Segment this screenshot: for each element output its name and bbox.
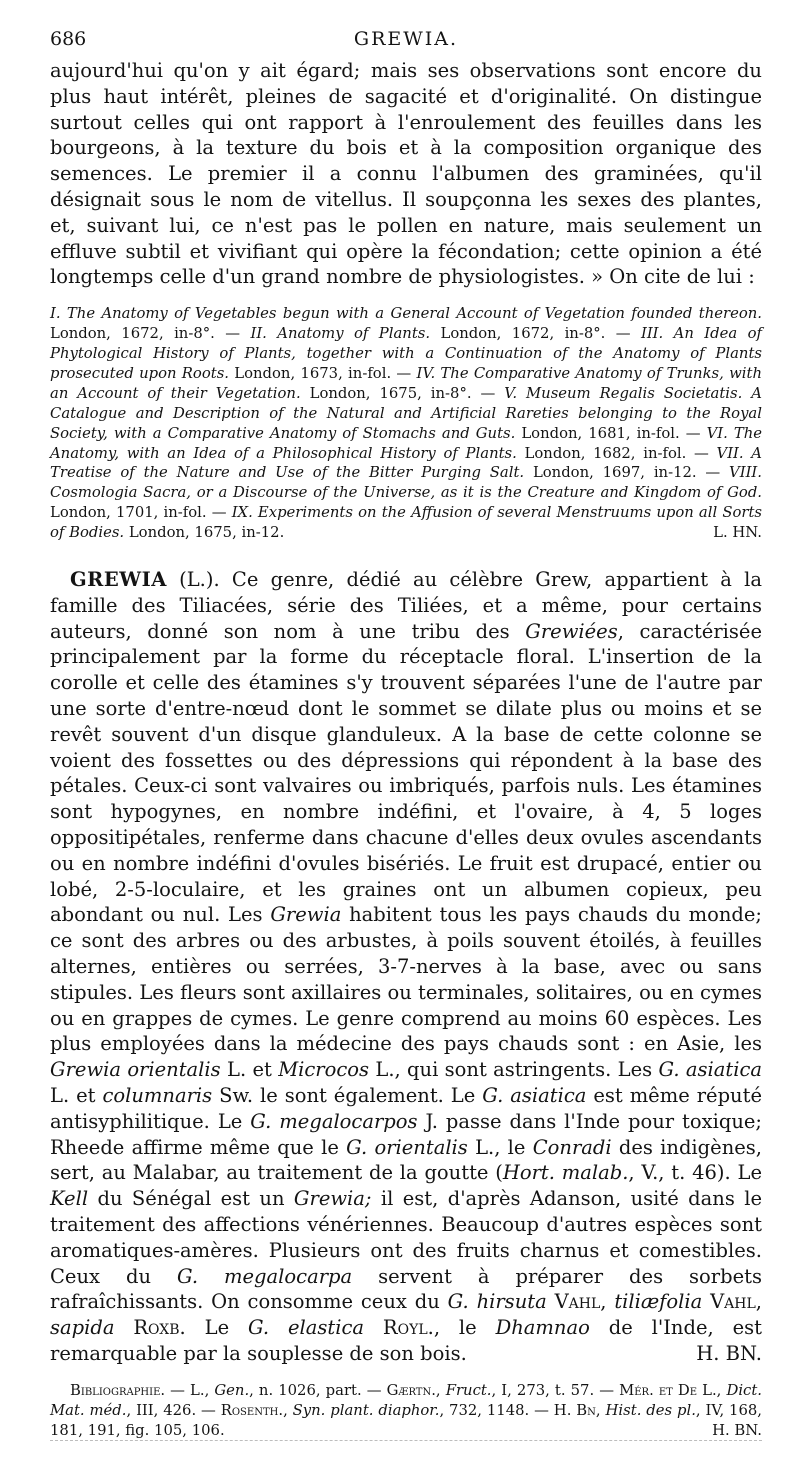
taxon-name: G. megalocarpos: [250, 1109, 418, 1133]
author-abbrev: Rosenth.: [220, 1401, 284, 1419]
citation-title: Hort. malab.: [502, 1161, 629, 1185]
taxon-name: Grewia: [270, 903, 342, 927]
taxon-name: G. megalocarpa: [176, 1264, 353, 1288]
text-run: L., le: [467, 1135, 533, 1159]
text-run: , III, 426. —: [126, 1401, 221, 1419]
citation-title: Dict. Mat. méd.: [50, 1381, 762, 1419]
work-title: IX. Experiments on the Affusion of several Menstruums upon all Sorts of Bodies.: [50, 504, 763, 542]
intro-paragraph: aujourd'hui qu'on y ait égard; mais ses observations sont encore du plus haut intérêt, pleines de sagacité et d'originalité. On distingue surtout celles qui ont rapport à l'enroulement des feuilles dans les bourgeons, à la texture du bois et à la composition organique des semences. Le premier il a connu l'albumen des graminées, qu'il désignait sous le nom de vitellus. Il soupçonna les sexes des plantes, et, suivant lui, ce n'est pas le pollen en nature, mais seulement un effluve subtil et vivifiant qui opère la fécondation; cette opinion a été longtemps celle d'un grand nombre de physiologistes. » On cite de lui :: [50, 59, 762, 289]
work-imprint: London, 1697, in-12. —: [524, 464, 730, 482]
text-run: , 732, 1148. — H.: [439, 1401, 577, 1419]
author-abbrev: Bn: [576, 1401, 596, 1419]
author-abbrev: Gærtn.: [386, 1381, 436, 1399]
text-run: , I, 273, t. 57. —: [491, 1381, 620, 1399]
text-run: , V., t. 46). Le: [628, 1161, 762, 1185]
article-grewia: [50, 567, 762, 1367]
text-run: ,: [283, 1401, 293, 1419]
work-title: VI. The Anatomy, with an Idea of a Philosophical History of Plants.: [50, 424, 762, 462]
article-headword: GREWIA: [70, 568, 167, 592]
text-run: Sw. le sont également. Le: [212, 1083, 483, 1107]
work-imprint: London, 1701, in-fol. —: [50, 504, 232, 522]
text-run: est même réputé antisyphilitique. Le: [50, 1083, 762, 1133]
author-abbrev: Roxb.: [114, 1316, 186, 1340]
running-title: GREWIA.: [353, 28, 459, 50]
taxon-name: Grewia orientalis: [50, 1058, 221, 1082]
taxon-name: G. elastica: [248, 1316, 365, 1340]
text-run: des indigènes, sert, au Malabar, au traitement de la goutte (: [50, 1135, 762, 1185]
text-run: L. et: [220, 1058, 279, 1082]
work-title: II. Anatomy of Plants.: [250, 325, 431, 343]
work-imprint: London, 1672, in-8°. —: [50, 325, 251, 343]
works-list: [50, 304, 762, 543]
work-imprint: London, 1675, in-8°. —: [300, 384, 505, 402]
text-run: ,: [716, 1381, 727, 1399]
citation-title: Gen.: [214, 1381, 250, 1399]
taxon-name: columnaris: [102, 1083, 213, 1107]
taxon-name: G. asiatica: [482, 1083, 587, 1107]
taxon-name: Grewia;: [293, 1187, 372, 1211]
works-list-text: [50, 304, 762, 543]
text-run: Le: [185, 1316, 249, 1340]
text-run: L., qui sont astringents. Les: [369, 1058, 659, 1082]
taxon-name: G. orientalis: [346, 1135, 468, 1159]
author-abbrev: Vahl,: [546, 1290, 615, 1314]
taxon-name: Dhamnao: [495, 1316, 590, 1340]
text-run: , n. 1026, part. —: [249, 1381, 387, 1399]
taxon-name: tiliæfolia: [614, 1290, 703, 1314]
citation-title: Fruct.: [445, 1381, 492, 1399]
citation-title: Syn. plant. diaphor.: [292, 1401, 440, 1419]
work-imprint: London, 1675, in-12.: [124, 524, 285, 542]
author-signature: L. HN.: [713, 524, 762, 542]
running-head: [50, 28, 762, 58]
text-run: ,: [595, 1401, 606, 1419]
taxon-name: Kell: [50, 1187, 89, 1211]
taxon-name: Microcos: [278, 1058, 370, 1082]
text-run: — L.,: [165, 1381, 215, 1399]
work-imprint: London, 1681, in-fol. —: [515, 424, 707, 442]
author-abbrev: Vahl,: [702, 1290, 762, 1314]
bibliography-label: Bibliographie.: [70, 1381, 166, 1399]
taxon-name: Grewiées: [525, 619, 618, 643]
text-run: L. et: [50, 1083, 103, 1107]
bottom-rule: [50, 1440, 762, 1441]
text-run: du Sénégal est un: [88, 1187, 294, 1211]
work-title: V. Museum Regalis Societatis. A Catalogue and Description of the Natural and Artificial Rareties belonging to the Royal Society, with a Comparative Anatomy of Stomachs and Guts.: [50, 384, 762, 442]
text-run: de l'Inde, est remarquable par la souplesse de son bois.: [50, 1316, 762, 1365]
text-run: (L.). Ce genre, dédié au célèbre Grew, appartient à la famille des Tiliacées, série des Tiliées, et a même, pour certains auteurs, donné son nom à une tribu des: [50, 568, 762, 643]
article-body: [50, 567, 762, 1367]
text-run: il est, d'après Adanson, usité dans le traitement des affections vénériennes. Beaucoup d'autres espèces sont aromatiques-amères. Plusieurs ont des fruits charnus et comestibles. Ceux du: [50, 1187, 762, 1288]
page-number: 686: [50, 28, 87, 50]
taxon-name: sapida: [50, 1316, 115, 1340]
work-title: VIII. Cosmologia Sacra, or a Discourse of the Universe, as it is the Creature and Kingdom of God.: [50, 464, 762, 502]
work-title: VII. A Treatise of the Nature and Use of the Bitter Purging Salt.: [50, 444, 762, 482]
author-signature: H. BN.: [712, 1421, 762, 1439]
citation-title: Hist. des pl.: [605, 1401, 696, 1419]
bibliography: [50, 1381, 762, 1441]
text-run: J. passe dans l'Inde pour toxique; Rheede affirme même que le: [50, 1109, 762, 1159]
author-abbrev: Mér. et De L.: [619, 1381, 717, 1399]
taxon-name: G. hirsuta: [447, 1290, 547, 1314]
taxon-name: G. asiatica: [658, 1058, 763, 1082]
text-run: habitent tous les pays chauds du monde; ce sont des arbres ou des arbustes, à poils souvent étoilés, à feuilles alternes, entières ou serrées, 3-7-nerves à la base, avec ou sans stipules. Les fleurs sont axillaires ou terminales, solitaires, ou en cymes ou en grappes de cymes. Le genre comprend au moins 60 espèces. Les plus employées dans la médecine des pays chauds sont : en Asie, les: [50, 903, 762, 1056]
author-signature: H. BN.: [696, 1341, 762, 1365]
work-title: I. The Anatomy of Vegetables begun with a General Account of Vegetation founded thereon.: [50, 305, 762, 323]
work-title: III. An Idea of Phytological History of Plants, together with a Continuation of the Anatomy of Plants prosecuted upon Roots.: [50, 325, 762, 382]
work-imprint: London, 1672, in-8°. —: [430, 325, 641, 343]
work-imprint: London, 1673, in-fol. —: [229, 364, 417, 382]
text-run: , IV, 168, 181, 191, fig. 105, 106.: [50, 1401, 762, 1439]
text-run: , le: [433, 1316, 496, 1340]
author-abbrev: Royl.: [364, 1316, 434, 1340]
text-run: servent à préparer des sorbets rafraîchissants. On consomme ceux du: [50, 1264, 762, 1314]
taxon-name: Conradi: [532, 1135, 612, 1159]
work-imprint: London, 1682, in-fol. —: [516, 444, 717, 462]
text-run: ,: [435, 1381, 446, 1399]
work-title: IV. The Comparative Anatomy of Trunks, with an Account of their Vegetation.: [50, 364, 763, 402]
bibliography-text: [50, 1381, 762, 1441]
text-run: , caractérisée principalement par la forme du réceptacle floral. L'insertion de la corolle et celle des étamines s'y trouvent séparées l'une de l'autre par une sorte d'entre-nœud dont le sommet se dilate plus ou moins et se revêt souvent d'un disque glanduleux. A la base de cette colonne se voient des fossettes ou des dépressions qui répondent à la base des pétales. Ceux-ci sont valvaires ou imbriqués, parfois nuls. Les étamines sont hypogynes, en nombre indéfini, et l'ovaire, à 4, 5 loges oppositipétales, renferme dans chacune d'elles deux ovules ascendants ou en nombre indéfini d'ovules bisériés. Le fruit est drupacé, entier ou lobé, 2-5-loculaire, et les graines ont un albumen copieux, peu abondant ou nul. Les: [50, 619, 762, 927]
